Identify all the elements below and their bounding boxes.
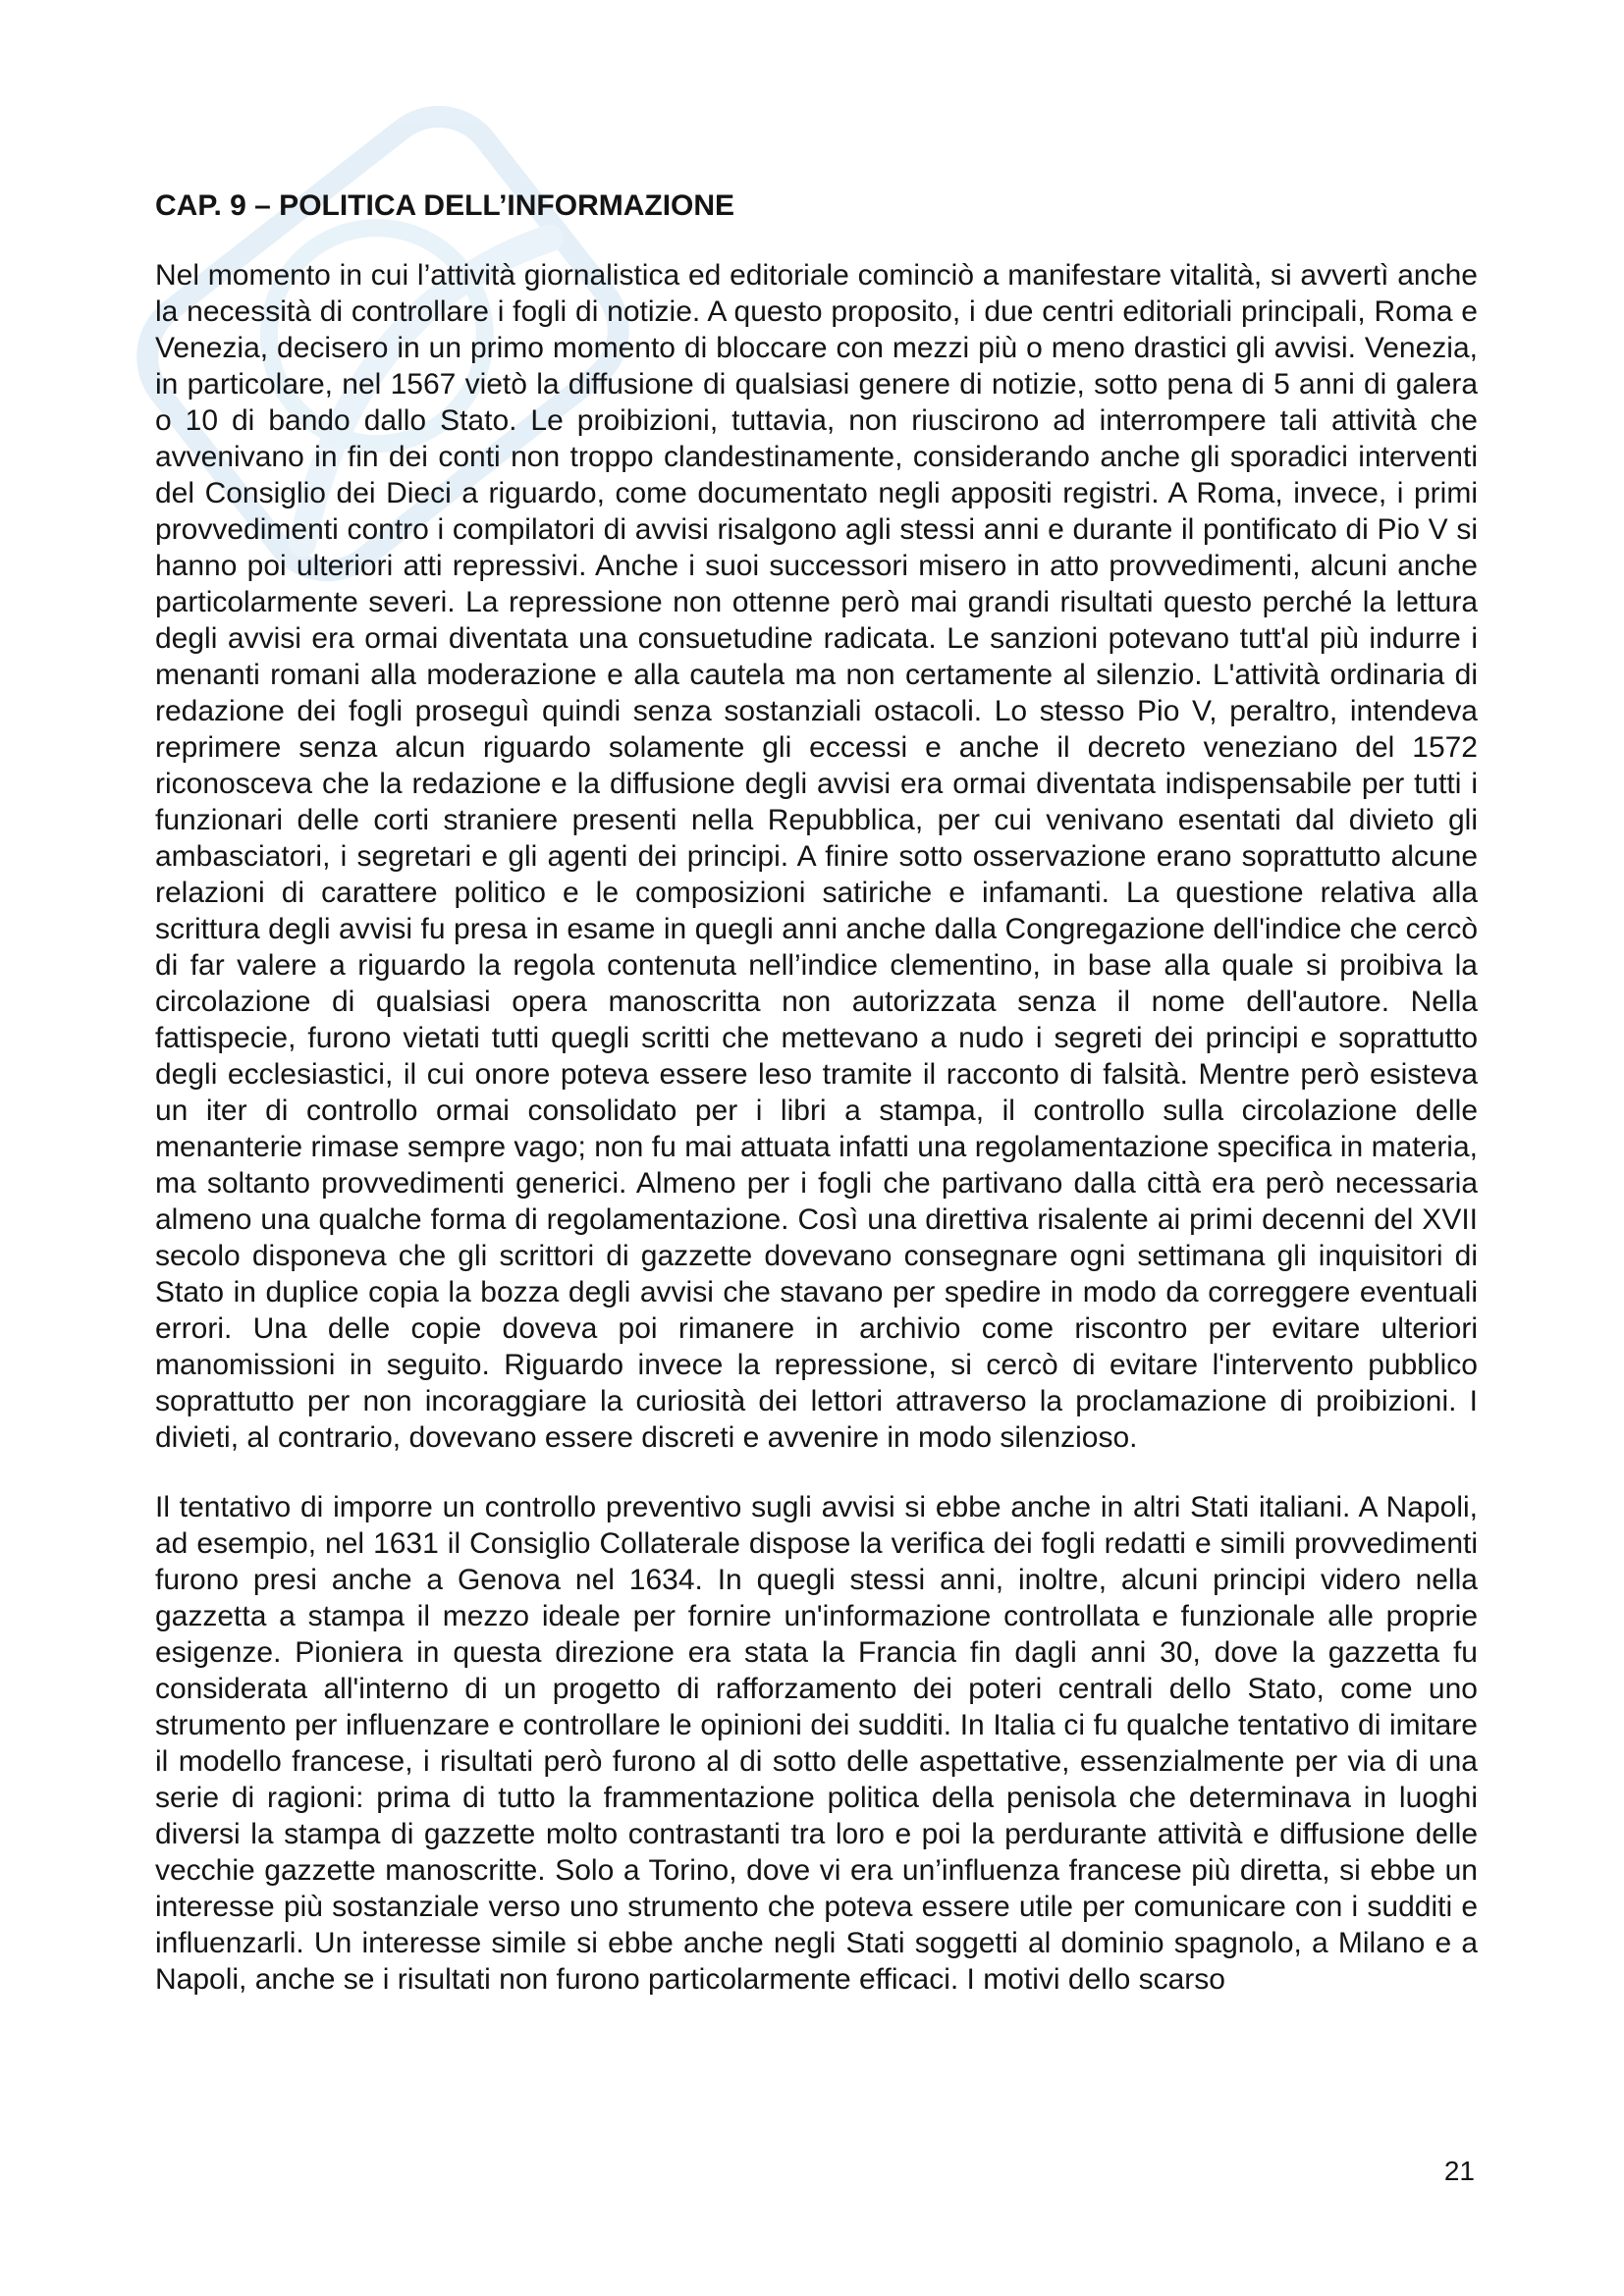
body-paragraph-2: Il tentativo di imporre un controllo preventivo sugli avvisi si ebbe anche in altri Stati italiani. A Napoli, ad esempio, nel 1631 il Consiglio Collaterale dispose la verifica dei fogli redatti e simili provvedimenti furono presi anche a Genova nel 1634. In quegli stessi anni, inoltre, alcuni principi videro nella gazzetta a stampa il mezzo ideale per fornire un'informazione controllata e funzionale alle proprie esigenze. Pioniera in questa direzione era stata la Francia fin dagli anni 30, dove la gazzetta fu considerata all'interno di un progetto di rafforzamento dei poteri centrali dello Stato, come uno strumento per influenzare e controllare le opinioni dei sudditi. In Italia ci fu qualche tentativo di imitare il modello francese, i risultati però furono al di sotto delle aspettative, essenzialmente per via di una serie di ragioni: prima di tutto la frammentazione politica della penisola che determinava in luoghi diversi la stampa di gazzette molto contrastanti tra loro e poi la perdurante attività e diffusione delle vecchie gazzette manoscritte. Solo a Torino, dove vi era un’influenza francese più diretta, si ebbe un interesse più sostanziale verso uno strumento che poteva essere utile per comunicare con i sudditi e influenzarli. Un interesse simile si ebbe anche negli Stati soggetti al dominio spagnolo, a Milano e a Napoli, anche se i risultati non furono particolarmente efficaci. I motivi dello scarso <box>155 1491 1478 1996</box>
chapter-title: CAP. 9 – POLITICA DELL’INFORMAZIONE <box>155 189 735 222</box>
page-number: 21 <box>1443 2156 1475 2186</box>
body-paragraph-1: Nel momento in cui l’attività giornalistica ed editoriale cominciò a manifestare vitalità, si avvertì anche la necessità di controllare i fogli di notizie. A questo proposito, i due centri editoriali principali, Roma e Venezia, decisero in un primo momento di bloccare con mezzi più o meno drastici gli avvisi. Venezia, in particolare, nel 1567 vietò la diffusione di qualsiasi genere di notizie, sotto pena di 5 anni di galera o 10 di bando dallo Stato. Le proibizioni, tuttavia, non riuscirono ad interrompere tali attività che avvenivano in fin dei conti non troppo clandestinamente, considerando anche gli sporadici interventi del Consiglio dei Dieci a riguardo, come documentato negli appositi registri. A Roma, invece, i primi provvedimenti contro i compilatori di avvisi risalgono agli stessi anni e durante il pontificato di Pio V si hanno poi ulteriori atti repressivi. Anche i suoi successori misero in atto provvedimenti, alcuni anche particolarmente severi. La repressione non ottenne però mai grandi risultati questo perché la lettura degli avvisi era ormai diventata una consuetudine radicata. Le sanzioni potevano tutt'al più indurre i menanti romani alla moderazione e alla cautela ma non certamente al silenzio. L'attività ordinaria di redazione dei fogli proseguì quindi senza sostanziali ostacoli. Lo stesso Pio V, peraltro, intendeva reprimere senza alcun riguardo solamente gli eccessi e anche il decreto veneziano del 1572 riconosceva che la redazione e la diffusione degli avvisi era ormai diventata indispensabile per tutti i funzionari delle corti straniere presenti nella Repubblica, per cui venivano esentati dal divieto gli ambasciatori, i segretari e gli agenti dei principi. A finire sotto osservazione erano soprattutto alcune relazioni di carattere politico e le composizioni satiriche e infamanti. La questione relativa alla scrittura degli avvisi fu presa in esame in quegli anni anche dalla Congregazione dell'indice che cercò di far valere a riguardo la regola contenuta nell’indice clementino, in base alla quale si proibiva la circolazione di qualsiasi opera manoscritta non autorizzata senza il nome dell'autore. Nella fattispecie, furono vietati tutti quegli scritti che mettevano a nudo i segreti dei principi e soprattutto degli ecclesiastici, il cui onore poteva essere leso tramite il racconto di falsità. Mentre però esisteva un iter di controllo ormai consolidato per i libri a stampa, il controllo sulla circolazione delle menanterie rimase sempre vago; non fu mai attuata infatti una regolamentazione specifica in materia, ma soltanto provvedimenti generici. Almeno per i fogli che partivano dalla città era però necessaria almeno una qualche forma di regolamentazione. Così una direttiva risalente ai primi decenni del XVII secolo disponeva che gli scrittori di gazzette dovevano consegnare ogni settimana gli inquisitori di Stato in duplice copia la bozza degli avvisi che stavano per spedire in modo da correggere eventuali errori. Una delle copie doveva poi rimanere in archivio come riscontro per evitare ulteriori manomissioni in seguito. Riguardo invece la repressione, si cercò di evitare l'intervento pubblico soprattutto per non incoraggiare la curiosità dei lettori attraverso la proclamazione di proibizioni. I divieti, al contrario, dovevano essere discreti e avvenire in modo silenzioso. <box>155 259 1478 1454</box>
document-page <box>155 188 1478 2031</box>
